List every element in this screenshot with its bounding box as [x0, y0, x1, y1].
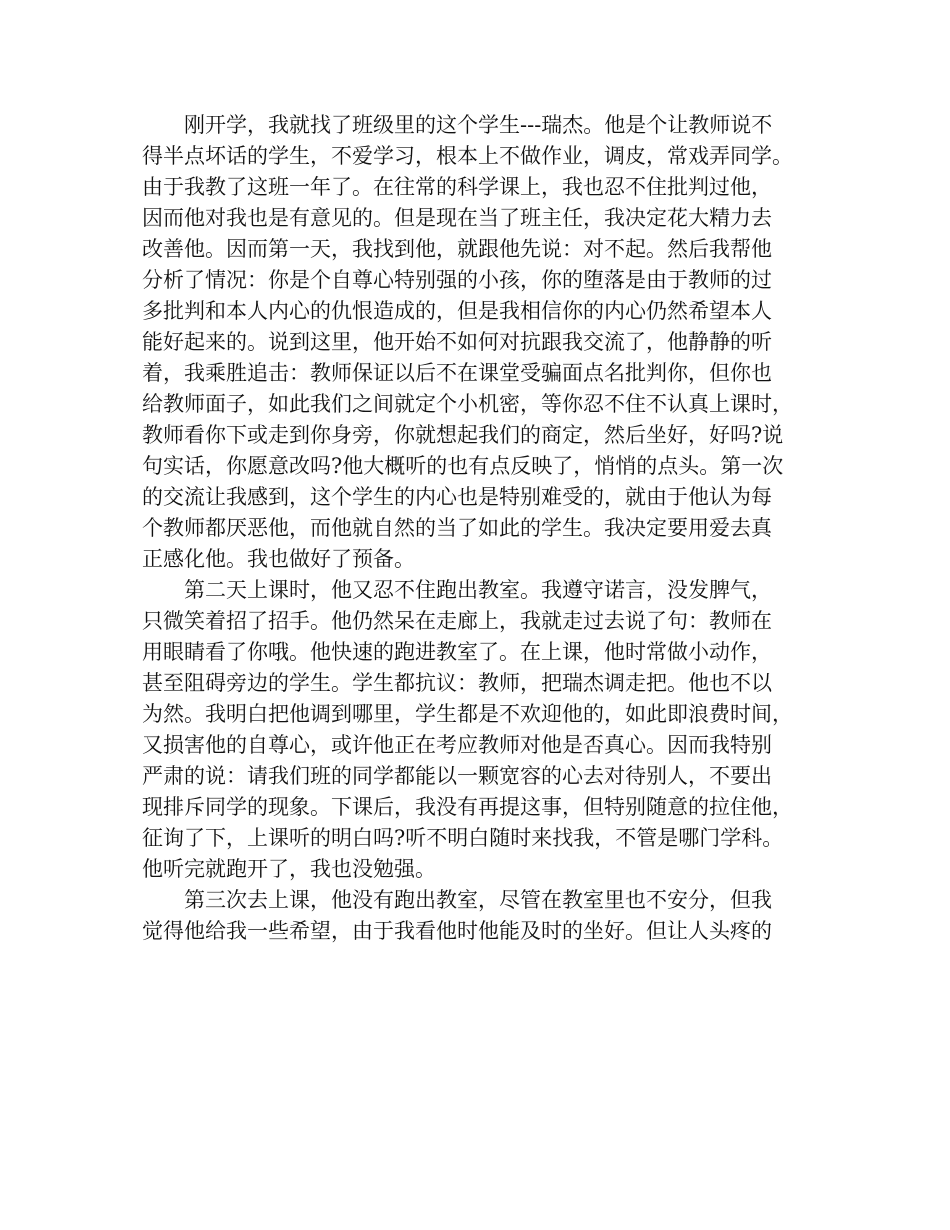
- document-body: [142, 110, 822, 947]
- text-line: 为然。我明白把他调到哪里，学生都是不欢迎他的，如此即浪费时间，: [142, 702, 793, 726]
- text-line: 的交流让我感到，这个学生的内心也是特别难受的，就由于他认为每: [142, 485, 772, 509]
- text-line: 觉得他给我一些希望，由于我看他时他能及时的坐好。但让人头疼的: [142, 919, 772, 943]
- text-line: 甚至阻碍旁边的学生。学生都抗议：教师，把瑞杰调走把。他也不以: [142, 671, 772, 695]
- text-line: 多批判和本人内心的仇恨造成的，但是我相信你的内心仍然希望本人: [142, 299, 772, 323]
- text-line: 现排斥同学的现象。下课后，我没有再提这事，但特别随意的拉住他，: [142, 795, 793, 819]
- text-line: 教师看你下或走到你身旁，你就想起我们的商定，然后坐好，好吗?说: [142, 423, 784, 447]
- text-line: 严肃的说：请我们班的同学都能以一颗宽容的心去对待别人，不要出: [142, 764, 772, 788]
- text-line: 分析了情况：你是个自尊心特别强的小孩，你的堕落是由于教师的过: [142, 268, 772, 292]
- paragraph-3: [142, 885, 822, 947]
- text-line: 得半点坏话的学生，不爱学习，根本上不做作业，调皮，常戏弄同学。: [142, 144, 793, 168]
- text-line: 因而他对我也是有意见的。但是现在当了班主任，我决定花大精力去: [142, 206, 772, 230]
- text-line: 着，我乘胜追击：教师保证以后不在课堂受骗面点名批判你，但你也: [142, 361, 772, 385]
- text-line: 只微笑着招了招手。他仍然呆在走廊上，我就走过去说了句：教师在: [142, 609, 772, 633]
- text-line: 刚开学，我就找了班级里的这个学生---瑞杰。他是个让教师说不: [184, 113, 773, 137]
- paragraph-1: [142, 110, 822, 575]
- text-line: 正感化他。我也做好了预备。: [142, 547, 415, 571]
- text-line: 第二天上课时，他又忍不住跑出教室。我遵守诺言，没发脾气，: [184, 578, 772, 602]
- text-line: 改善他。因而第一天，我找到他，就跟他先说：对不起。然后我帮他: [142, 237, 772, 261]
- text-line: 由于我教了这班一年了。在往常的科学课上，我也忍不住批判过他，: [142, 175, 772, 199]
- text-line: 个教师都厌恶他，而他就自然的当了如此的学生。我决定要用爱去真: [142, 516, 772, 540]
- text-line: 又损害他的自尊心，或许他正在考应教师对他是否真心。因而我特别: [142, 733, 772, 757]
- text-line: 用眼睛看了你哦。他快速的跑进教室了。在上课，他时常做小动作，: [142, 640, 772, 664]
- text-line: 给教师面子，如此我们之间就定个小机密，等你忍不住不认真上课时，: [142, 392, 793, 416]
- text-line: 征询了下，上课听的明白吗?听不明白随时来找我，不管是哪门学科。: [142, 826, 784, 850]
- text-line: 句实话，你愿意改吗?他大概听的也有点反映了，悄悄的点头。第一次: [142, 454, 784, 478]
- text-line: 能好起来的。说到这里，他开始不如何对抗跟我交流了，他静静的听: [142, 330, 772, 354]
- text-line: 第三次去上课，他没有跑出教室，尽管在教室里也不安分，但我: [184, 888, 772, 912]
- text-line: 他听完就跑开了，我也没勉强。: [142, 857, 436, 881]
- paragraph-2: [142, 575, 822, 885]
